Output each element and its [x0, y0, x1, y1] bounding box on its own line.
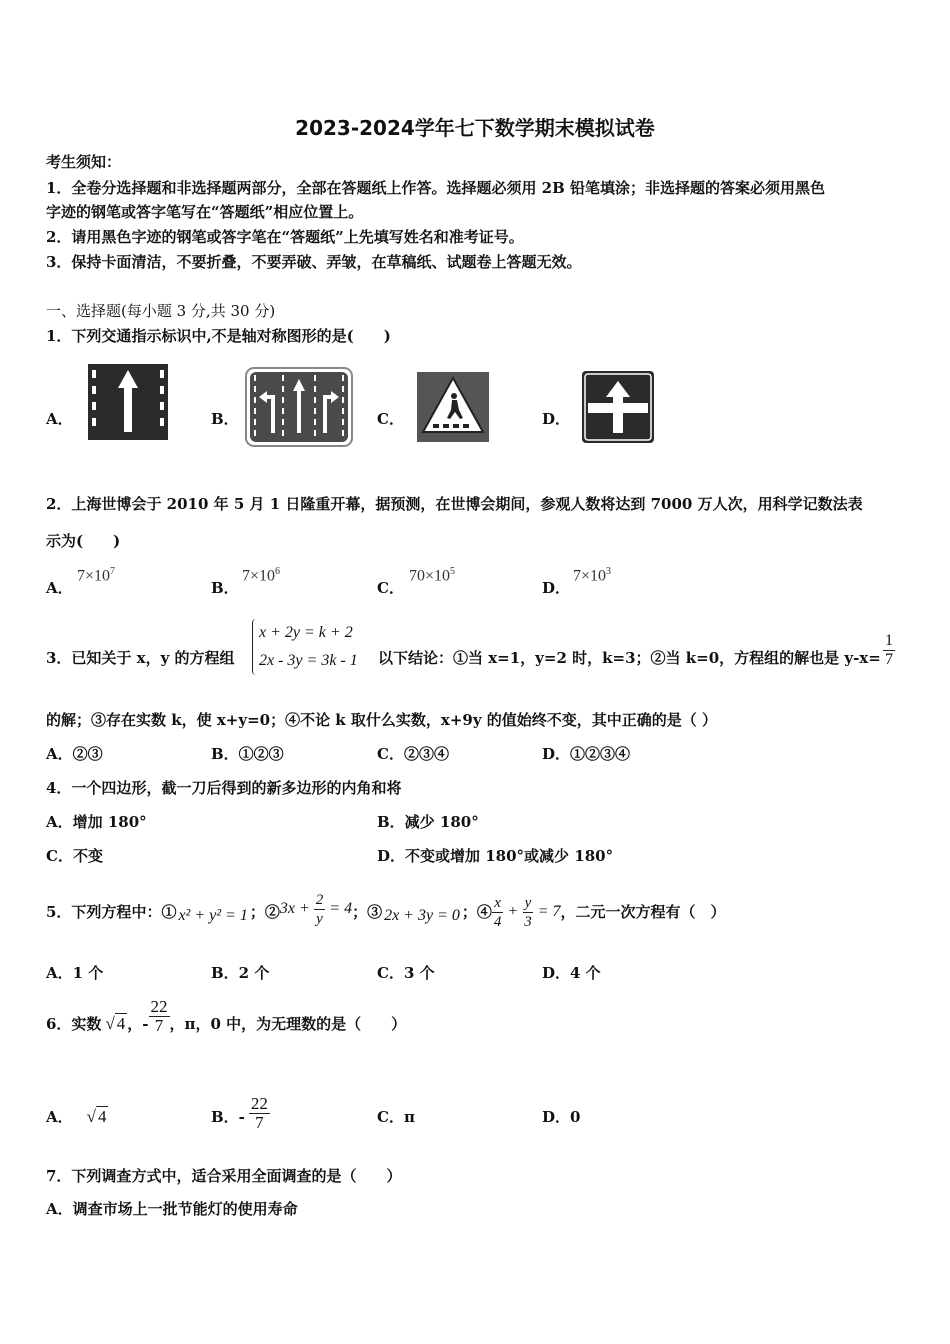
q4-option-b: B．减少 180° — [377, 813, 479, 831]
q1-stem: 1．下列交通指示标识中,不是轴对称图形的是( ) — [46, 327, 391, 345]
q6-option-b: B．- $\frac{22}{7}$ — [211, 1094, 268, 1132]
q3-fraction: $\frac{1}{7}$ — [885, 632, 893, 668]
q5-stem: 5．下列方程中：① x² + y² = 1 ；② 3x + $\frac{2}{y}$ = 4 ；③ 2x + 3y = 0 ；④ $\frac{x}{4}$ + $\frac{y}{3}$ = 7 ，二元一次方程有（ ） — [46, 891, 726, 930]
q5-equation-3: 2x + 3y = 0 — [384, 907, 460, 924]
q6-sqrt-4: √ 4 — [105, 1014, 126, 1033]
q3-equation-1: x + 2y = k + 2 — [259, 624, 353, 641]
q3-option-b: B．①②③ — [211, 745, 284, 763]
notice-line-1b: 字迹的钢笔或答字笔写在“答题纸”相应位置上。 — [46, 203, 364, 221]
notice-line-3: 3．保持卡面清洁，不要折叠，不要弄破、弄皱，在草稿纸、试题卷上答题无效。 — [46, 253, 582, 271]
q1-option-a-label: A． — [46, 410, 73, 428]
q5-option-a: A．1 个 — [46, 964, 104, 982]
q2-option-c: $70\times 10^5$ — [409, 566, 456, 585]
q3-option-a: A．②③ — [46, 745, 103, 763]
q2-option-d: $7\times 10^3$ — [573, 566, 612, 585]
q1-option-c-label: C． — [377, 410, 404, 428]
notice-line-1a: 1．全卷分选择题和非选择题两部分，全部在答题纸上作答。选择题必须用 2B 铅笔填涂；非选择题的答案必须用黑色 — [46, 179, 826, 197]
q3-conclusions: 以下结论：①当 x=1，y=2 时，k=3；②当 k=0，方程组的解也是 y-x= — [378, 649, 881, 667]
q6-option-c: C．π — [377, 1108, 415, 1126]
q3-lead: 3．已知关于 x，y 的方程组 — [46, 649, 235, 667]
q5-option-b: B．2 个 — [211, 964, 270, 982]
q1-option-d-label: D． — [542, 410, 571, 428]
q2-stem-2: 示为( ) — [46, 532, 121, 550]
q5-equation-1: x² + y² = 1 — [178, 907, 248, 924]
q4-option-d: D．不变或增加 180°或减少 180° — [377, 847, 614, 865]
q3-line-2: 的解；③存在实数 k，使 x+y=0；④不论 k 取什么实数，x+9y 的值始终不变，其中正确的是（ ） — [46, 711, 718, 729]
q6-fraction: $\frac{22}{7}$ — [150, 996, 168, 1035]
q5-equation-2: 3x + $\frac{2}{y}$ = 4 — [279, 891, 353, 927]
q2-option-b: $7\times 10^6$ — [242, 566, 281, 585]
q5-option-d: D．4 个 — [542, 964, 601, 982]
q5-option-c: C．3 个 — [377, 964, 435, 982]
q2-option-c-label: C． — [377, 579, 404, 597]
q2-option-b-label: B． — [211, 579, 239, 597]
q7-stem: 7．下列调查方式中，适合采用全面调查的是（ ） — [46, 1167, 402, 1185]
q3-option-d: D．①②③④ — [542, 745, 631, 763]
pedestrian-crossing-sign-icon — [417, 372, 489, 442]
q5-equation-4: $\frac{x}{4}$ + $\frac{y}{3}$ = 7 — [493, 894, 561, 930]
q6-stem: 6．实数 √ 4 ，- $\frac{22}{7}$ ，π，0 中，为无理数的是（ ） — [46, 996, 407, 1035]
q3-equation-2: 2x - 3y = 3k - 1 — [259, 652, 358, 669]
straight-lane-sign-icon — [88, 364, 168, 440]
q4-stem: 4．一个四边形，截一刀后得到的新多边形的内角和将 — [46, 779, 402, 797]
q4-option-c: C．不变 — [46, 847, 103, 865]
q2-option-a: $7\times 10^7$ — [77, 566, 116, 585]
road-junction-sign-icon — [582, 371, 654, 443]
notice-heading: 考生须知： — [46, 153, 122, 171]
q2-option-a-label: A． — [46, 579, 73, 597]
notice-line-2: 2．请用黑色字迹的钢笔或答字笔在“答题纸”上先填写姓名和准考证号。 — [46, 228, 524, 246]
page-title: 2023-2024学年七下数学期末模拟试卷 — [295, 116, 655, 140]
q4-option-a: A．增加 180° — [46, 813, 147, 831]
three-lane-direction-sign-icon — [245, 367, 353, 447]
q6-option-a: A． √ 4 — [46, 1107, 107, 1126]
section-heading: 一、选择题(每小题 3 分,共 30 分) — [46, 302, 276, 320]
q7-option-a: A．调查市场上一批节能灯的使用寿命 — [46, 1200, 298, 1218]
q6-option-d: D．0 — [542, 1108, 581, 1126]
q2-stem-1: 2．上海世博会于 2010 年 5 月 1 日隆重开幕，据预测，在世博会期间，参观人数将达到 7000 万人次，用科学记数法表 — [46, 495, 863, 513]
q2-option-d-label: D． — [542, 579, 571, 597]
q3-option-c: C．②③④ — [377, 745, 449, 763]
q1-option-b-label: B． — [211, 410, 239, 428]
q3-equation-system — [252, 619, 358, 675]
